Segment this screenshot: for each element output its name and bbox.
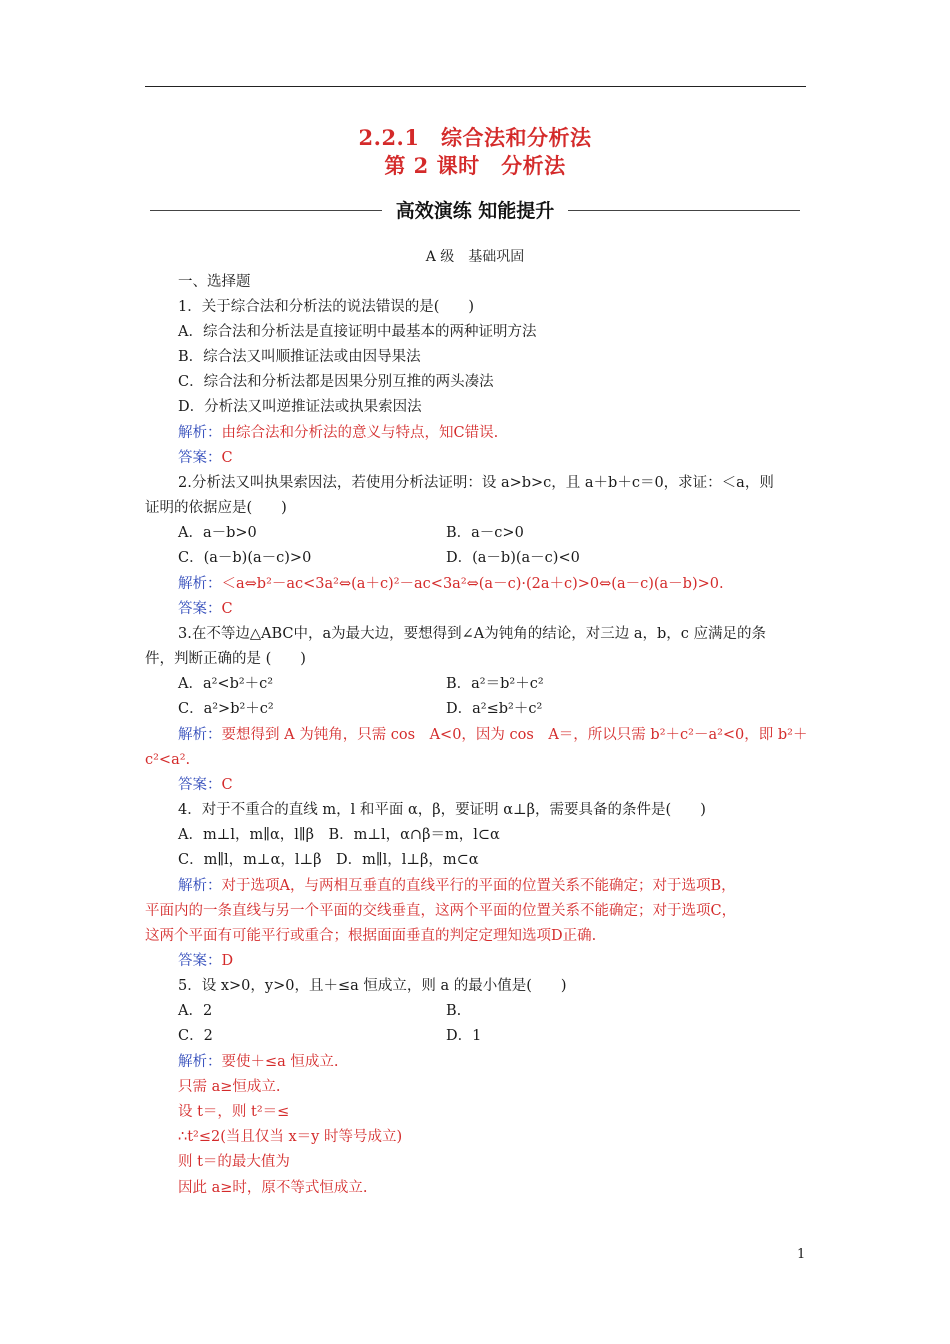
q5-option-d: D．1	[446, 1028, 482, 1044]
q5-analysis-line3: 设 t＝，则 t²＝≤	[178, 1104, 290, 1120]
q5-option-c: C．2	[178, 1028, 213, 1044]
q3-stem-line2: 件，判断正确的是 ( )	[145, 651, 306, 667]
section-heading: 一、选择题	[178, 274, 251, 290]
answer-label: 答案：	[178, 953, 222, 969]
analysis-label: 解析：	[178, 425, 222, 441]
banner-right-rule	[568, 210, 800, 211]
header-rule	[145, 86, 806, 87]
analysis-label: 解析：	[178, 878, 222, 894]
q1-option-b: B．综合法又叫顺推证法或由因导果法	[178, 349, 421, 365]
q5-analysis-line4: ∴t²≤2(当且仅当 x＝y 时等号成立)	[178, 1129, 403, 1145]
q3-answer-value: C	[221, 777, 233, 793]
q3-analysis-text: 要想得到 A 为钝角，只需 cos A<0，因为 cos A＝，所以只需 b²＋c²－a²<0，即 b²＋	[221, 727, 808, 743]
q3-option-b: B．a²＝b²＋c²	[446, 676, 544, 692]
q1-option-d: D．分析法又叫逆推证法或执果索因法	[178, 399, 422, 415]
q1-answer	[178, 448, 233, 468]
q3-option-c: C．a²>b²＋c²	[178, 701, 274, 717]
answer-label: 答案：	[178, 601, 222, 617]
q5-analysis-text: 要使＋≤a 恒成立.	[221, 1054, 339, 1070]
q1-option-a: A．综合法和分析法是直接证明中最基本的两种证明方法	[178, 324, 537, 340]
q1-option-c: C．综合法和分析法都是因果分别互推的两头凑法	[178, 374, 494, 390]
q5-analysis-line2: 只需 a≥恒成立.	[178, 1079, 281, 1095]
q4-answer-value: D	[221, 953, 234, 969]
q5-analysis-line6: 因此 a≥时，原不等式恒成立.	[178, 1180, 368, 1196]
banner-text: 高效演练 知能提升	[395, 200, 555, 222]
q3-option-a: A．a²<b²＋c²	[178, 676, 274, 692]
q5-option-b: B.	[446, 1003, 462, 1019]
q2-option-a: A．a－b>0	[178, 525, 257, 541]
lesson-subtitle: 第 2 课时 分析法	[384, 153, 566, 178]
section-banner	[150, 196, 800, 226]
analysis-label: 解析：	[178, 727, 222, 743]
analysis-label: 解析：	[178, 576, 222, 592]
q2-option-b: B．a－c>0	[446, 525, 524, 541]
q5-analysis-line1	[178, 1052, 339, 1072]
q2-option-c: C．(a－b)(a－c)>0	[178, 550, 312, 566]
q5-stem: 5．设 x>0，y>0，且＋≤a 恒成立，则 a 的最小值是( )	[178, 978, 567, 994]
q5-analysis-line5: 则 t＝的最大值为	[178, 1154, 290, 1170]
lesson-title: 2.2.1 综合法和分析法	[358, 125, 592, 150]
q2-stem-line1: 2.分析法又叫执果索因法，若使用分析法证明：设 a>b>c，且 a＋b＋c＝0，求证：＜a，则	[178, 475, 774, 491]
q1-stem: 1．关于综合法和分析法的说法错误的是( )	[178, 299, 475, 315]
q1-analysis	[178, 423, 498, 443]
q4-analysis-line1	[178, 876, 736, 896]
q4-options-ab: A．m⊥l，m∥α，l∥β B．m⊥l，α∩β＝m，l⊂α	[178, 827, 500, 843]
page-number: 1	[797, 1247, 806, 1262]
q3-analysis-line2: c²<a².	[145, 752, 191, 768]
q1-answer-value: C	[221, 450, 233, 466]
level-heading: A 级 基础巩固	[425, 249, 525, 265]
q2-analysis	[178, 574, 724, 594]
q4-options-cd: C．m∥l，m⊥α，l⊥β D．m∥l，l⊥β，m⊂α	[178, 852, 479, 868]
q3-stem-line1: 3.在不等边△ABC中，a为最大边，要想得到∠A为钝角的结论，对三边 a，b，c 应满足的条	[178, 626, 767, 642]
q2-stem-line2: 证明的依据应是( )	[145, 500, 287, 516]
answer-label: 答案：	[178, 777, 222, 793]
banner-left-rule	[150, 210, 382, 211]
q2-answer-value: C	[221, 601, 233, 617]
q3-answer	[178, 775, 233, 795]
q4-analysis-line3: 这两个平面有可能平行或重合；根据面面垂直的判定定理知选项D正确.	[145, 928, 597, 944]
q3-analysis-line1	[178, 725, 807, 745]
q2-option-d: D．(a－b)(a－c)<0	[446, 550, 580, 566]
q4-answer	[178, 951, 233, 971]
analysis-label: 解析：	[178, 1054, 222, 1070]
q5-option-a: A．2	[178, 1003, 213, 1019]
q4-analysis-line2: 平面内的一条直线与另一个平面的交线垂直，这两个平面的位置关系不能确定；对于选项C，	[145, 903, 737, 919]
q1-analysis-text: 由综合法和分析法的意义与特点，知C错误.	[221, 425, 499, 441]
q3-option-d: D．a²≤b²＋c²	[446, 701, 543, 717]
q4-analysis-text: 对于选项A，与两相互垂直的直线平行的平面的位置关系不能确定；对于选项B，	[221, 878, 736, 894]
q2-analysis-text: ＜a⇔b²－ac<3a²⇔(a＋c)²－ac<3a²⇔(a－c)·(2a＋c)>0⇔(a－c)(a－b)>0.	[221, 576, 724, 592]
q4-stem: 4．对于不重合的直线 m，l 和平面 α，β，要证明 α⊥β，需要具备的条件是( )	[178, 802, 706, 818]
q2-answer	[178, 599, 233, 619]
answer-label: 答案：	[178, 450, 222, 466]
